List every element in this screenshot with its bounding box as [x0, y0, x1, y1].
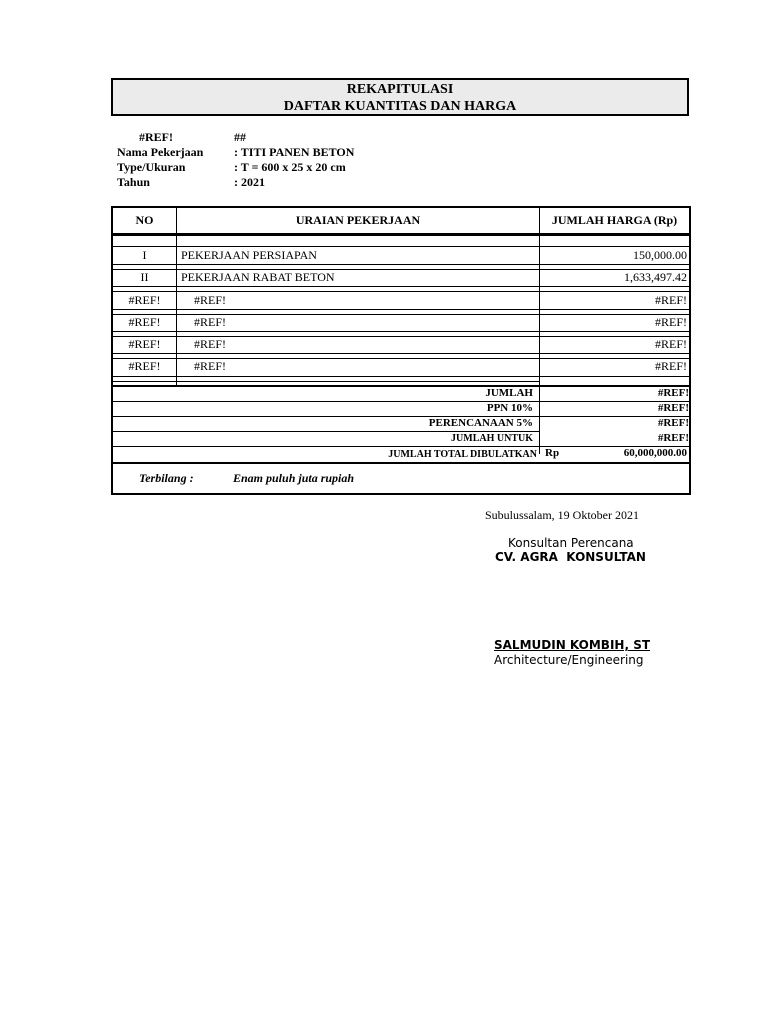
row-jumlah: #REF! [654, 337, 687, 351]
signatory-name: SALMUDIN KOMBIH, ST [494, 638, 651, 652]
row-jumlah: #REF! [654, 359, 687, 373]
tahun-value: : 2021 [234, 175, 265, 189]
title-line-1: REKAPITULASI [346, 82, 454, 97]
row-line [113, 331, 689, 332]
header-no: NO [135, 213, 154, 227]
summary-label: JUMLAH UNTUK [451, 433, 533, 444]
row-uraian: #REF! [194, 293, 227, 307]
rekap-table [111, 206, 691, 495]
ref-value: ## [234, 130, 246, 144]
row-uraian: #REF! [194, 359, 227, 373]
row-line [113, 291, 689, 292]
row-line [113, 264, 689, 265]
row-line [113, 286, 689, 287]
ukuran-label: Type/Ukuran [117, 160, 186, 174]
total-bottom-line [113, 462, 689, 464]
signatory-title: Architecture/Engineering [494, 653, 644, 667]
row-line [113, 376, 689, 377]
company-name: CV. AGRA KONSULTAN [495, 550, 646, 564]
row-no: II [140, 270, 149, 284]
place-date: Subulussalam, 19 Oktober 2021 [485, 508, 639, 522]
tahun-label: Tahun [117, 175, 150, 189]
summary-label: PPN 10% [486, 402, 533, 414]
title-line-2: DAFTAR KUANTITAS DAN HARGA [283, 99, 517, 114]
row-jumlah: #REF! [654, 293, 687, 307]
total-currency: Rp [545, 447, 560, 459]
summary-label: PERENCANAAN 5% [428, 417, 533, 429]
row-no: #REF! [128, 293, 161, 307]
summary-label: JUMLAH [485, 387, 533, 399]
table-header [113, 208, 689, 235]
row-line [113, 381, 539, 382]
row-line [113, 309, 689, 310]
total-label: JUMLAH TOTAL DIBULATKAN [388, 449, 537, 460]
row-uraian: #REF! [194, 337, 227, 351]
header-uraian: URAIAN PEKERJAAN [295, 213, 421, 227]
summary-value: #REF! [657, 432, 689, 444]
document-title-box [111, 78, 689, 116]
pekerjaan-value: : TITI PANEN BETON [234, 145, 355, 159]
row-line [113, 246, 689, 247]
row-line [113, 353, 689, 354]
row-jumlah: 150,000.00 [633, 248, 687, 262]
summary-value: #REF! [657, 387, 689, 399]
row-no: I [142, 248, 147, 262]
row-uraian: #REF! [194, 315, 227, 329]
summary-value: #REF! [657, 417, 689, 429]
row-uraian: PEKERJAAN PERSIAPAN [181, 248, 317, 262]
total-value: 60,000,000.00 [623, 447, 687, 459]
row-uraian: PEKERJAAN RABAT BETON [181, 270, 335, 284]
row-line [113, 235, 689, 236]
ref-label: #REF! [139, 130, 173, 144]
row-jumlah: 1,633,497.42 [624, 270, 687, 284]
row-no: #REF! [128, 315, 161, 329]
consultant-role: Konsultan Perencana [508, 536, 634, 550]
terbilang-value: Enam puluh juta rupiah [233, 471, 355, 485]
row-no: #REF! [128, 359, 161, 373]
header-jumlah: JUMLAH HARGA (Rp) [551, 213, 678, 227]
summary-value: #REF! [657, 402, 689, 414]
ukuran-value: : T = 600 x 25 x 20 cm [234, 160, 346, 174]
pekerjaan-label: Nama Pekerjaan [117, 145, 204, 159]
row-jumlah: #REF! [654, 315, 687, 329]
terbilang-label: Terbilang : [139, 471, 194, 485]
row-no: #REF! [128, 337, 161, 351]
